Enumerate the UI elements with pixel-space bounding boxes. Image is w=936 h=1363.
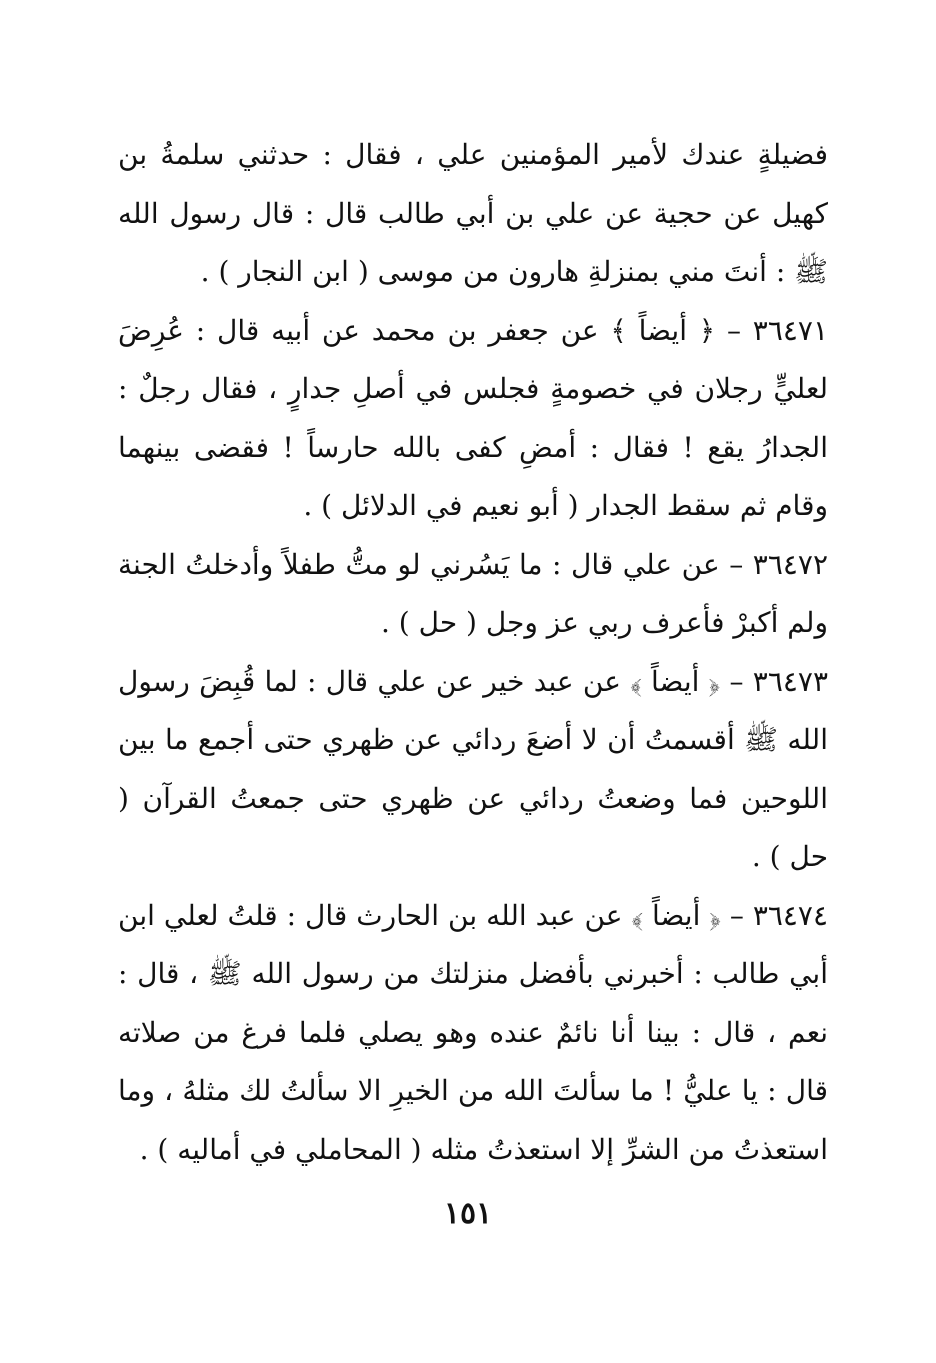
paragraph-text: ﴿ أيضاً ﴾ عن عبد خير عن علي قال : لما قُبِضَ رسول الله ﷺ أقسمتُ أن لا أضعَ ردائي عن ظهري حتى أجمع ما بين اللوحين فما وضعتُ ردائي عن ظهري حتى جمعتُ القرآن ( حل ) . [118, 664, 828, 873]
hadith-number: ٣٦٤٧٤ – [729, 898, 829, 932]
paragraph-text: عن علي قال : ما يَسُرني لو متُّ طفلاً وأدخلتُ الجنة ولم أكبرْ فأعرف ربي عز وجل ( حل ) . [118, 547, 828, 639]
paragraph-text: فضيلةٍ عندك لأمير المؤمنين علي ، فقال : حدثني سلمةُ بن كهيل عن حجية عن علي بن أبي طالب قال : قال رسول الله ﷺ : أنتَ مني بمنزلةِ هارون من موسى ( ابن النجار ) . [118, 138, 829, 288]
paragraph-hadith-36471 [118, 302, 828, 536]
paragraph-hadith-36473 [118, 653, 828, 887]
paragraph-text: ﴿ أيضاً ﴾ عن جعفر بن محمد عن أبيه قال : عُرِضَ لعليٍّ رجلان في خصومةٍ فجلس في أصلِ جدارٍ ، فقال رجلٌ : الجدارُ يقع ! فقال : أمضِ كفى بالله حارساً ! فقضى بينهما وقام ثم سقط الجدار ( أبو نعيم في الدلائل ) . [118, 313, 828, 522]
paragraph-text: ﴿ أيضاً ﴾ عن عبد الله بن الحارث قال : قلتُ لعلي ابن أبي طالب : أخبرني بأفضل منزلتك من رسول الله ﷺ ، قال : نعم ، قال : بينا أنا نائمٌ عنده وهو يصلي فلما فرغ من صلاته قال : يا عليُّ ! ما سألتَ الله من الخيرِ الا سألتُ لك مثلهُ ، وما استعذتُ من الشرِّ إلا استعذتُ مثله ( المحاملي في أماليه ) . [118, 898, 828, 1166]
hadith-number: ٣٦٤٧٣ – [729, 664, 828, 698]
paragraph-hadith-36472 [118, 536, 828, 653]
hadith-number: ٣٦٤٧٢ – [729, 547, 828, 581]
text-body [118, 126, 828, 1179]
page-number: ١٥١ [443, 1196, 493, 1231]
hadith-number: ٣٦٤٧١ – [727, 313, 828, 347]
paragraph-intro [118, 126, 828, 302]
paragraph-hadith-36474 [118, 887, 828, 1180]
